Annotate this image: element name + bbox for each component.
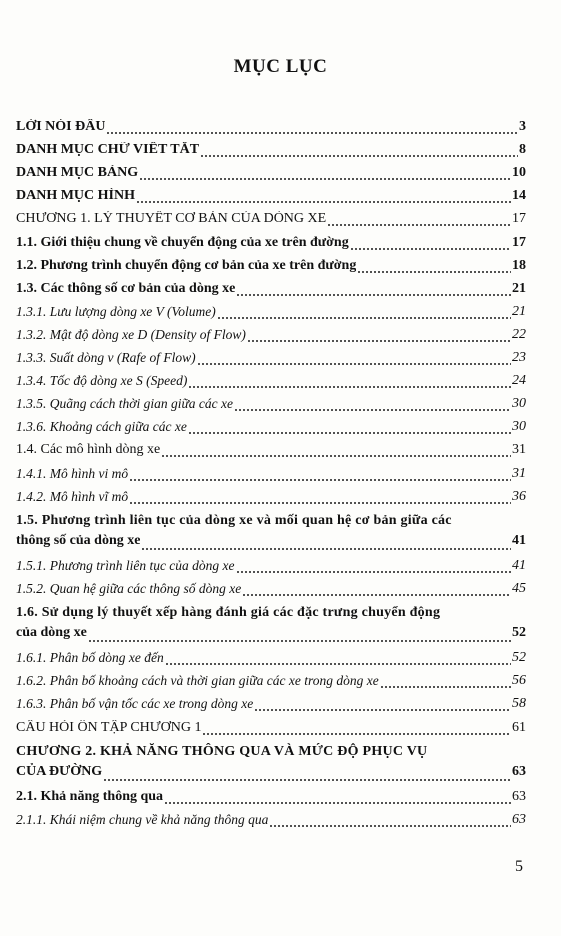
toc-entry[interactable] (16, 112, 526, 135)
toc-entry-text-continued: thông số của dòng xe (16, 532, 141, 548)
toc-entry[interactable] (16, 297, 526, 320)
toc-entry-page: 17 (512, 211, 526, 227)
toc-entry-text-continued: CỦA ĐƯỜNG (16, 763, 103, 779)
toc-entry-text: 1.3.1. Lưu lượng dòng xe V (Volume) (16, 303, 216, 319)
toc-entry[interactable] (16, 227, 526, 250)
toc-entry-text: 1.6.3. Phân bố vận tốc các xe trong dòng xe (16, 696, 254, 712)
toc-entry[interactable] (16, 320, 526, 343)
toc-entry-text: CHƯƠNG 1. LÝ THUYẾT CƠ BẢN CỦA DÒNG XE (16, 211, 327, 227)
toc-entry[interactable] (16, 712, 526, 735)
toc-entry-text: 1.3.3. Suất dòng v (Rafe of Flow) (16, 350, 196, 366)
toc-entry[interactable] (16, 805, 526, 828)
toc-entry-text: CHƯƠNG 2. KHẢ NĂNG THÔNG QUA VÀ MỨC ĐỘ PHỤC VỤ (16, 743, 428, 759)
dot-leader (242, 581, 511, 597)
dot-leader (236, 558, 511, 574)
dot-leader (357, 258, 511, 274)
toc-entry-page: 21 (512, 303, 526, 319)
toc-entry-text: LỜI NÓI ĐẦU (16, 119, 106, 135)
dot-leader (202, 720, 511, 736)
toc-entry-page: 58 (512, 696, 526, 712)
toc-entry-text: 1.6.1. Phân bố dòng xe đến (16, 650, 164, 666)
dot-leader (217, 304, 511, 320)
toc-entry-text: DANH MỤC HÌNH (16, 188, 135, 204)
dot-leader (136, 188, 511, 204)
toc-entry-page: 24 (512, 373, 526, 389)
toc-entry[interactable] (16, 551, 526, 574)
toc-entry-text: 1.3.2. Mật độ dòng xe D (Density of Flow) (16, 326, 246, 342)
toc-entry-page: 23 (512, 350, 526, 366)
dot-leader (234, 396, 511, 412)
toc-entry-page: 36 (512, 488, 526, 504)
toc-entry-text: CÂU HỎI ÔN TẬP CHƯƠNG 1 (16, 719, 202, 735)
toc-entry-text: 1.3.5. Quãng cách thời gian giữa các xe (16, 396, 234, 412)
page-number: 5 (515, 858, 523, 875)
toc-entry-text: 1.5.2. Quan hệ giữa các thông số dòng xe (16, 580, 242, 596)
toc-entry-text: 1.3.6. Khoảng cách giữa các xe (16, 419, 187, 435)
dot-leader (129, 489, 511, 505)
toc-entry[interactable] (16, 643, 526, 666)
toc-entry-page: 18 (512, 257, 526, 273)
toc-entry-page: 10 (512, 165, 526, 181)
toc-entry-page: 52 (512, 650, 526, 666)
toc-entry-page: 14 (512, 188, 526, 204)
dot-leader (188, 419, 511, 435)
dot-leader (164, 789, 511, 805)
toc-entry[interactable] (16, 343, 526, 366)
toc-entry-page: 61 (512, 719, 526, 735)
dot-leader (254, 696, 511, 712)
toc-entry[interactable] (16, 274, 526, 297)
toc-entry-page: 31 (512, 465, 526, 481)
toc-entry[interactable] (16, 574, 526, 597)
toc-entry-page: 56 (512, 673, 526, 689)
dot-leader (327, 211, 511, 227)
toc-entry[interactable] (16, 204, 526, 227)
dot-leader (197, 350, 511, 366)
dot-leader (141, 535, 511, 551)
dot-leader (103, 766, 511, 782)
toc-entry-page: 31 (512, 442, 526, 458)
toc-entry[interactable] (16, 412, 526, 435)
dot-leader (236, 281, 511, 297)
table-of-contents (16, 112, 526, 828)
dot-leader (161, 442, 511, 458)
toc-entry-text: 2.1. Khả năng thông qua (16, 788, 164, 804)
toc-entry[interactable] (16, 158, 526, 181)
toc-entry[interactable] (16, 666, 526, 689)
toc-entry-page: 22 (512, 326, 526, 342)
dot-leader (188, 373, 511, 389)
toc-entry-text: 1.5.1. Phương trình liên tục của dòng xe (16, 557, 235, 573)
toc-entry-page: 41 (512, 532, 526, 548)
toc-entry[interactable] (16, 181, 526, 204)
toc-entry[interactable] (16, 135, 526, 158)
toc-entry-text: DANH MỤC BẢNG (16, 165, 139, 181)
toc-entry-page: 63 (512, 788, 526, 804)
dot-leader (269, 812, 511, 828)
toc-entry[interactable] (16, 597, 526, 643)
toc-entry[interactable] (16, 482, 526, 505)
toc-entry-text: 1.5. Phương trình liên tục của dòng xe và mối quan hệ cơ bản giữa các (16, 512, 452, 528)
toc-entry-text: 1.6.2. Phân bố khoảng cách và thời gian giữa các xe trong dòng xe (16, 673, 379, 689)
toc-entry-page: 17 (512, 234, 526, 250)
toc-entry-text: 1.6. Sử dụng lý thuyết xếp hàng đánh giá các đặc trưng chuyển động (16, 605, 441, 621)
toc-entry-page: 41 (512, 557, 526, 573)
toc-entry-text: 2.1.1. Khái niệm chung về khả năng thông qua (16, 811, 269, 827)
toc-entry-text: 1.4.1. Mô hình vi mô (16, 465, 129, 481)
dot-leader (129, 466, 511, 482)
toc-entry[interactable] (16, 389, 526, 412)
toc-entry-text: DANH MỤC CHỮ VIẾT TẮT (16, 142, 200, 158)
toc-entry-page: 45 (512, 580, 526, 596)
toc-entry-page: 30 (512, 396, 526, 412)
dot-leader (247, 327, 511, 343)
toc-entry[interactable] (16, 251, 526, 274)
toc-entry[interactable] (16, 366, 526, 389)
toc-entry-page: 30 (512, 419, 526, 435)
toc-entry-text: 1.3.4. Tốc độ dòng xe S (Speed) (16, 373, 188, 389)
dot-leader (106, 119, 518, 135)
toc-entry-page: 8 (519, 142, 526, 158)
dot-leader (200, 142, 518, 158)
toc-entry[interactable] (16, 435, 526, 458)
toc-entry[interactable] (16, 782, 526, 805)
dot-leader (165, 650, 511, 666)
toc-entry-text: 1.1. Giới thiệu chung về chuyển động của xe trên đường (16, 234, 349, 250)
toc-entry-text: 1.4.2. Mô hình vĩ mô (16, 488, 129, 504)
toc-entry[interactable] (16, 736, 526, 782)
toc-entry-page: 63 (512, 763, 526, 779)
toc-entry-page: 21 (512, 280, 526, 296)
dot-leader (88, 627, 511, 643)
toc-entry[interactable] (16, 689, 526, 712)
toc-entry[interactable] (16, 458, 526, 481)
toc-entry-page: 52 (512, 625, 526, 641)
toc-entry-text-continued: của dòng xe (16, 625, 87, 641)
dot-leader (350, 235, 511, 251)
page-title: MỤC LỤC (233, 56, 328, 77)
toc-entry-page: 3 (519, 119, 526, 135)
toc-entry-text: 1.3. Các thông số cơ bản của dòng xe (16, 280, 236, 296)
toc-entry-text: 1.2. Phương trình chuyển động cơ bản của xe trên đường (16, 257, 357, 273)
dot-leader (380, 673, 511, 689)
toc-entry[interactable] (16, 505, 526, 551)
toc-entry-page: 63 (512, 811, 526, 827)
toc-entry-text: 1.4. Các mô hình dòng xe (16, 442, 161, 458)
dot-leader (139, 165, 511, 181)
